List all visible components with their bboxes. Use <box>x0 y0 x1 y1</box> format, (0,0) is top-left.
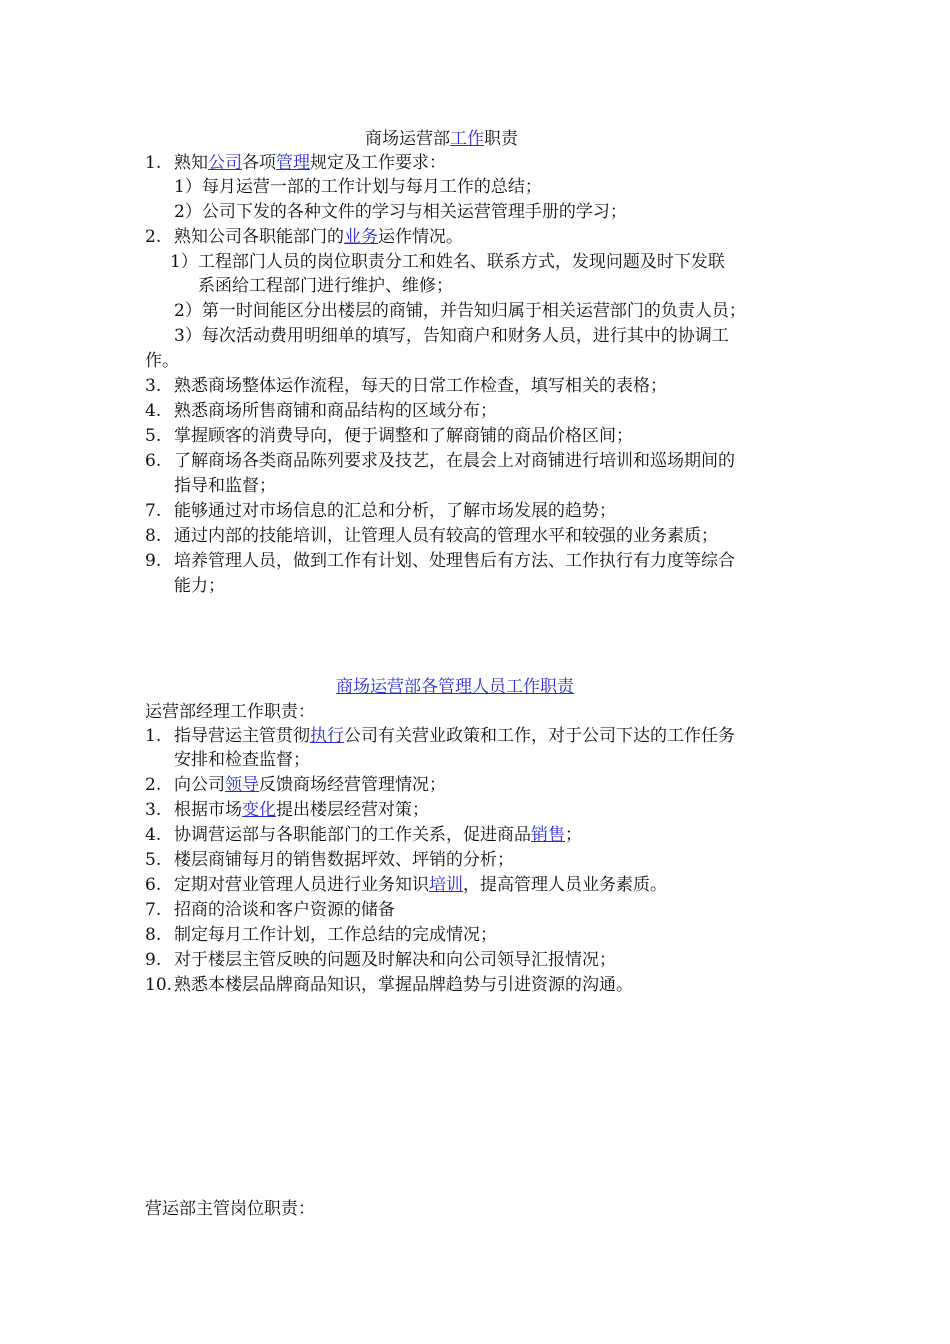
item-number: 8. <box>145 526 162 546</box>
item-number: 5. <box>145 426 162 446</box>
link-execute[interactable]: 执行 <box>310 726 344 746</box>
section2-subtitle: 运营部经理工作职责： <box>145 702 315 722</box>
item-number: 8. <box>145 925 162 945</box>
item-number: 4. <box>145 825 162 845</box>
link-change[interactable]: 变化 <box>242 800 276 820</box>
item-number: 1. <box>145 726 162 746</box>
list-item: 对于楼层主管反映的问题及时解决和向公司领导汇报情况； <box>174 950 616 970</box>
item-number: 1. <box>145 153 162 173</box>
item-number: 2. <box>145 227 162 247</box>
list-item-continuation: 指导和监督； <box>174 476 276 496</box>
item-number: 5. <box>145 850 162 870</box>
item-number: 6. <box>145 451 162 471</box>
list-item: 熟知公司各项管理规定及工作要求： <box>174 153 446 173</box>
item-number: 7. <box>145 501 162 521</box>
sub-item: 2）公司下发的各种文件的学习与相关运营管理手册的学习； <box>174 202 627 222</box>
item-number: 6. <box>145 875 162 895</box>
item-number: 7. <box>145 900 162 920</box>
list-item: 招商的洽谈和客户资源的储备 <box>174 900 395 920</box>
list-item: 了解商场各类商品陈列要求及技艺，在晨会上对商铺进行培训和巡场期间的 <box>174 451 735 471</box>
link-sales[interactable]: 销售 <box>531 825 565 845</box>
sub-item-continuation: 作。 <box>145 351 179 371</box>
list-item: 指导营运主管贯彻执行公司有关营业政策和工作，对于公司下达的工作任务 <box>174 726 735 746</box>
list-item: 熟悉商场整体运作流程，每天的日常工作检查，填写相关的表格； <box>174 376 667 396</box>
section2-title-link[interactable]: 商场运营部各管理人员工作职责 <box>336 677 574 697</box>
sub-item: 1）每月运营一部的工作计划与每月工作的总结； <box>174 177 542 197</box>
list-item: 定期对营业管理人员进行业务知识培训，提高管理人员业务素质。 <box>174 875 667 895</box>
list-item: 熟悉商场所售商铺和商品结构的区域分布； <box>174 401 497 421</box>
item-number: 9. <box>145 950 162 970</box>
list-item: 培养管理人员，做到工作有计划、处理售后有方法、工作执行有力度等综合 <box>174 551 735 571</box>
sub-item: 3）每次活动费用明细单的填写，告知商户和财务人员，进行其中的协调工 <box>174 326 729 346</box>
section3-title: 营运部主管岗位职责： <box>145 1199 315 1219</box>
sub-item: 2）第一时间能区分出楼层的商铺，并告知归属于相关运营部门的负责人员； <box>174 301 746 321</box>
link-company[interactable]: 公司 <box>208 153 242 173</box>
list-item-continuation: 安排和检查监督； <box>174 750 310 770</box>
list-item: 根据市场变化提出楼层经营对策； <box>174 800 429 820</box>
list-item-continuation: 能力； <box>174 576 225 596</box>
list-item: 熟悉本楼层品牌商品知识，掌握品牌趋势与引进资源的沟通。 <box>174 975 633 995</box>
link-training[interactable]: 培训 <box>429 875 463 895</box>
section1-title: 商场运营部工作职责 <box>365 129 518 149</box>
sub-item: 1）工程部门人员的岗位职责分工和姓名、联系方式，发现问题及时下发联 <box>170 252 725 272</box>
item-number: 4. <box>145 401 162 421</box>
list-item: 制定每月工作计划，工作总结的完成情况； <box>174 925 497 945</box>
link-management[interactable]: 管理 <box>276 153 310 173</box>
list-item: 能够通过对市场信息的汇总和分析，了解市场发展的趋势； <box>174 501 616 521</box>
list-item: 楼层商铺每月的销售数据坪效、坪销的分析； <box>174 850 514 870</box>
sub-item-continuation: 系函给工程部门进行维护、维修； <box>198 276 453 296</box>
item-number: 3. <box>145 800 162 820</box>
list-item: 通过内部的技能培训，让管理人员有较高的管理水平和较强的业务素质； <box>174 526 718 546</box>
item-number: 9. <box>145 551 162 571</box>
list-item: 掌握顾客的消费导向，便于调整和了解商铺的商品价格区间； <box>174 426 633 446</box>
list-item: 向公司领导反馈商场经营管理情况； <box>174 775 446 795</box>
link-work[interactable]: 工作 <box>450 129 484 149</box>
item-number: 3. <box>145 376 162 396</box>
link-leadership[interactable]: 领导 <box>225 775 259 795</box>
item-number: 10. <box>145 975 173 995</box>
link-business[interactable]: 业务 <box>344 227 378 247</box>
item-number: 2. <box>145 775 162 795</box>
list-item: 协调营运部与各职能部门的工作关系，促进商品销售； <box>174 825 582 845</box>
list-item: 熟知公司各职能部门的业务运作情况。 <box>174 227 463 247</box>
